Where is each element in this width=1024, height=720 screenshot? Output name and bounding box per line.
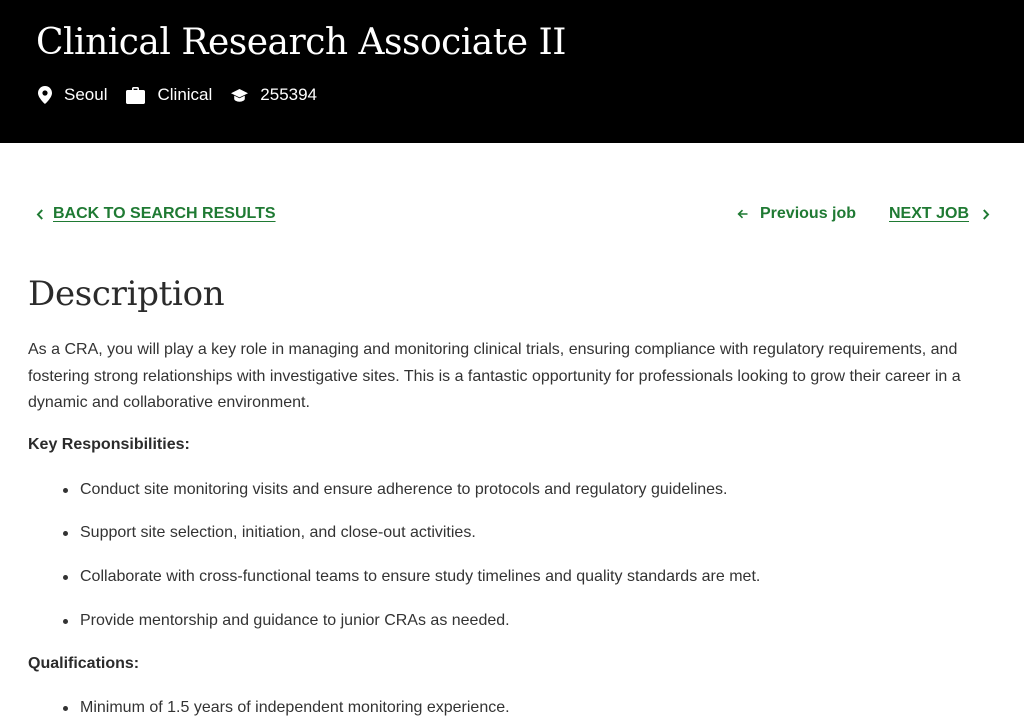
chevron-right-icon [982, 209, 990, 220]
meta-location-label: Seoul [64, 85, 108, 104]
qualification-text: Minimum of 1.5 years of independent monitoring experience. [80, 699, 510, 716]
responsibility-text: Provide mentorship and guidance to junior CRAs as needed. [80, 612, 510, 629]
job-meta [38, 84, 336, 106]
bullet-icon [63, 531, 68, 536]
description-intro: As a CRA, you will play a key role in managing and monitoring clinical trials, ensuring compliance with regulatory requirements, and fostering strong relationships with investigative sites. This is a fantastic opportunity for professionals looking to grow their career in a dynamic and collaborative environment. [28, 341, 961, 411]
briefcase-icon [126, 87, 145, 104]
responsibility-text: Conduct site monitoring visits and ensure adherence to protocols and regulatory guidelines. [80, 481, 728, 498]
job-title: Clinical Research Associate II [36, 22, 566, 63]
next-job-link[interactable] [889, 205, 990, 223]
bullet-icon [63, 706, 68, 711]
meta-job-id-label: 255394 [260, 85, 318, 104]
responsibility-text: Collaborate with cross-functional teams to ensure study timelines and quality standards are met. [80, 568, 761, 585]
meta-location [38, 85, 107, 105]
previous-job-label: Previous job [760, 205, 857, 222]
arrow-left-icon [737, 209, 748, 219]
location-pin-icon [38, 86, 52, 104]
job-header [0, 0, 1024, 143]
back-to-search-label: BACK TO SEARCH RESULTS [53, 205, 276, 222]
responsibility-item [63, 522, 476, 544]
meta-category [126, 85, 212, 105]
responsibility-item [63, 479, 728, 501]
bullet-icon [63, 575, 68, 580]
qualification-item [63, 697, 510, 719]
responsibility-text: Support site selection, initiation, and close-out activities. [80, 524, 476, 541]
bullet-icon [63, 619, 68, 624]
bullet-icon [63, 488, 68, 493]
next-job-label: NEXT JOB [889, 205, 970, 222]
qualifications-heading: Qualifications: [28, 655, 140, 672]
meta-category-label: Clinical [157, 85, 213, 104]
previous-job-link[interactable] [737, 205, 856, 223]
description-heading: Description [28, 274, 225, 314]
back-to-search-link[interactable] [36, 205, 276, 223]
graduation-cap-icon [231, 89, 248, 102]
responsibility-item [63, 610, 510, 632]
chevron-left-icon [36, 209, 44, 220]
responsibility-item [63, 566, 760, 588]
meta-job-id [231, 85, 317, 105]
responsibilities-heading: Key Responsibilities: [28, 436, 190, 453]
job-navigation [0, 205, 1024, 231]
